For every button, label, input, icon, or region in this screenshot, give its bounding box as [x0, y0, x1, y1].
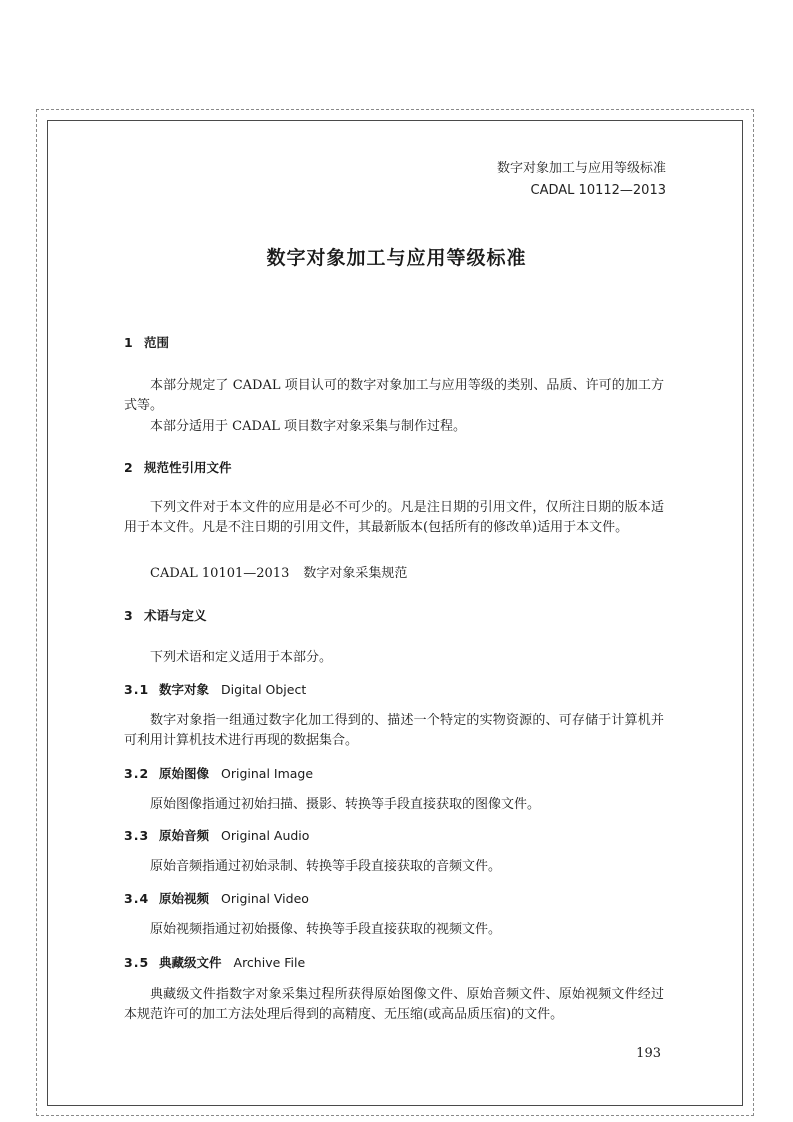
- section-3-heading: [124, 606, 207, 624]
- section-number: 3: [124, 608, 133, 623]
- term-number: 3.4: [124, 891, 150, 906]
- section-number: 2: [124, 460, 133, 475]
- header-title: 数字对象加工与应用等级标准: [496, 161, 666, 176]
- term-3-5-heading: [124, 953, 305, 971]
- term-number: 3.1: [124, 682, 150, 697]
- term-zh: 数字对象: [159, 682, 210, 697]
- page-number: 193: [636, 1046, 661, 1061]
- normative-reference: [150, 564, 407, 584]
- section-1-heading: [124, 333, 169, 351]
- section-1-paragraph-1: 本部分规定了 CADAL 项目认可的数字对象加工与应用等级的类别、品质、许可的加工方式等。: [124, 378, 664, 413]
- term-3-1-heading: [124, 680, 306, 698]
- term-number: 3.2: [124, 766, 150, 781]
- term-zh: 原始视频: [159, 891, 210, 906]
- term-3-3-definition: 原始音频指通过初始录制、转换等手段直接获取的音频文件。: [150, 859, 502, 874]
- section-title: 范围: [144, 335, 170, 350]
- document-title: 数字对象加工与应用等级标准: [266, 247, 527, 269]
- header-standard-code: CADAL 10112—2013: [530, 183, 666, 198]
- reference-code: CADAL 10101—2013: [150, 566, 290, 581]
- running-header: [497, 158, 666, 202]
- term-3-4-heading: [124, 889, 309, 907]
- term-en: Digital Object: [221, 682, 307, 697]
- section-2-heading: [124, 458, 232, 476]
- term-3-1-definition: 数字对象指一组通过数字化加工得到的、描述一个特定的实物资源的、可存储于计算机并可利用计算机技术进行再现的数据集合。: [124, 713, 664, 748]
- term-en: Original Audio: [221, 828, 310, 843]
- term-3-4-definition: 原始视频指通过初始摄像、转换等手段直接获取的视频文件。: [150, 922, 502, 937]
- term-number: 3.5: [124, 955, 150, 970]
- term-number: 3.3: [124, 828, 150, 843]
- term-en: Original Video: [221, 891, 309, 906]
- term-zh: 典藏级文件: [159, 955, 222, 970]
- term-zh: 原始图像: [159, 766, 210, 781]
- term-en: Archive File: [233, 955, 306, 970]
- section-title: 规范性引用文件: [144, 460, 232, 475]
- term-3-2-definition: 原始图像指通过初始扫描、摄影、转换等手段直接获取的图像文件。: [150, 797, 541, 812]
- section-3-paragraph-1: 下列术语和定义适用于本部分。: [150, 650, 333, 665]
- term-3-3-heading: [124, 826, 309, 844]
- term-en: Original Image: [221, 766, 314, 781]
- reference-title: 数字对象采集规范: [303, 566, 408, 581]
- section-2-paragraph-1: 下列文件对于本文件的应用是必不可少的。凡是注日期的引用文件，仅所注日期的版本适用于本文件。凡是不注日期的引用文件，其最新版本(包括所有的修改单)适用于本文件。: [124, 500, 664, 535]
- term-3-2-heading: [124, 764, 313, 782]
- section-1-paragraph-2: 本部分适用于 CADAL 项目数字对象采集与制作过程。: [150, 419, 467, 434]
- term-3-5-definition: 典藏级文件指数字对象采集过程所获得原始图像文件、原始音频文件、原始视频文件经过本规范许可的加工方法处理后得到的高精度、无压缩(或高品质压宿)的文件。: [124, 987, 664, 1022]
- section-number: 1: [124, 335, 133, 350]
- term-zh: 原始音频: [159, 828, 210, 843]
- section-title: 术语与定义: [144, 608, 207, 623]
